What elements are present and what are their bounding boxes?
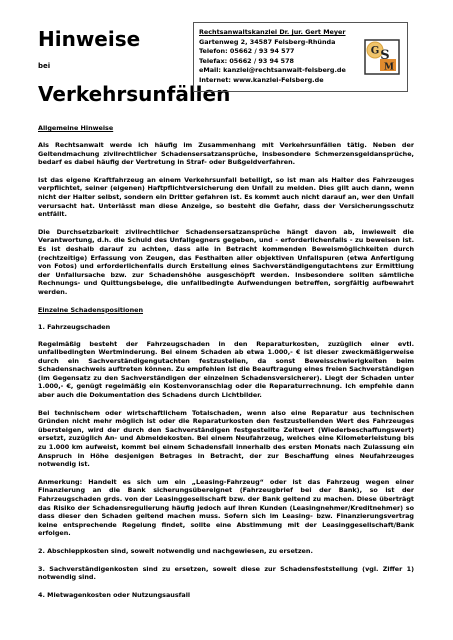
- item4-heading: 4. Mietwagenkosten oder Nutzungsausfall: [38, 590, 191, 599]
- document-title: Hinweise: [38, 27, 141, 51]
- item1-paragraph: Anmerkung: Handelt es sich um ein „Leasing-Fahrzeug“ oder ist das Fahrzeug wegen einer Finanzierung an die Bank sicherungsübereignet (Fahrzeugbrief bei der Bank), so ist der Fahrzeugschaden grds. von der Leasinggesellschaft bzw. der Bank geltend zu machen. Diese überträgt das Risiko der Schadensregulierung häufig jedoch auf ihren Kunden (Leasingnehmer/Kreditnehmer) so dass dieser den Schaden geltend machen muss. Sofern sich im Leasing- bzw. Finanzierungsvertrag keine entsprechende Regelung findet, sollte eine Abstimmung mit der Leasinggesellschaft/Bank erfolgen.: [38, 477, 414, 538]
- firm-fax: Telefax: 05662 / 93 94 578: [199, 56, 294, 65]
- document-body: [38, 124, 414, 608]
- item1-paragraph: Bei technischem oder wirtschaftlichem Totalschaden, wenn also eine Reparatur aus technischen Gründen nicht mehr möglich ist oder die Reparaturkosten den festzustellenden Wert des Fahrzeuges übersteigen, wird der durch den Sachverständigen festgestellte Zeitwert (Wiederbeschaffungswert) ersetzt, zuzüglich An- und Abmeldekosten. Bei einem Neufahrzeug, welches eine Kilometerleistung bis zu 1.000 km aufweist, kommt bei einem Schadensfall innerhalb des ersten Monats nach Zulassung ein Anspruch in Höhe desjenigen Betrages in Betracht, der zur Beschaffung eines Neufahrzeuges notwendig ist.: [38, 408, 414, 469]
- logo-letter-m: M: [384, 62, 394, 73]
- firm-name: Rechtsanwaltskanzlei Dr. jur. Gert Meyer: [199, 28, 346, 36]
- firm-internet: Internet: www.kanzlei-Felsberg.de: [199, 75, 324, 84]
- logo-letter-s: S: [380, 48, 390, 63]
- item1-paragraph: Regelmäßig besteht der Fahrzeugschaden in den Reparaturkosten, zuzüglich einer evtl. unfallbedingten Wertminderung. Bei einem Schaden ab etwa 1.000,- € ist dieser zweckmäßigerweise durch ein Sachverständigengutachten festzustellen, da sonst Beweisschwierigkeiten beim Schadensnachweis auftreten können. Zu empfehlen ist die Beauftragung eines freien Sachverständigen (im Gegensatz zu den Sachverständigen der einzelnen Schadensversicherer). Liegt der Schaden unter 1.000,- €, genügt regelmäßig ein Kostenvoranschlag oder die Reparaturrechnung. Ich empfehle dann aber auch die Dokumentation des Schadens durch Lichtbilder.: [38, 339, 414, 400]
- general-heading: Allgemeine Hinweise: [38, 124, 114, 132]
- item1-heading: 1. Fahrzeugschaden: [38, 322, 111, 331]
- firm-email: eMail: kanzlei@rechtsanwalt-felsberg.de: [199, 66, 346, 74]
- general-paragraph: Ist das eigene Kraftfahrzeug an einem Verkehrsunfall beteiligt, so ist man als Halter des Fahrzeuges verpflichtet, seiner (eigenen) Haftpflichtversicherung den Unfall zu melden. Dies gilt auch dann, wenn nicht der Halter selbst, sondern ein Dritter gefahren ist. Es kommt auch nicht darauf an, wer den Unfall verursacht hat. Unterlässt man diese Anzeige, so besteht die Gefahr, dass der Versicherungsschutz entfällt.: [38, 175, 414, 219]
- document-subtitle: Verkehrsunfällen: [38, 82, 231, 106]
- title-block: [38, 27, 231, 106]
- item3-paragraph: 3. Sachverständigenkosten sind zu ersetzen, soweit diese zur Schadensfeststellung (vgl. Ziffer 1) notwendig sind.: [38, 564, 414, 582]
- letterhead-contact-box: [193, 22, 408, 92]
- general-paragraph: Die Durchsetzbarkeit zivilrechtlicher Schadensersatzansprüche hängt davon ab, inwieweit die Verantwortung, d.h. die Schuld des Unfallgegners gegeben, und - erforderlichenfalls - zu beweisen ist. Es ist deshalb darauf zu achten, dass alle in Betracht kommenden Beweismöglichkeiten durch (rechtzeitige) Erfassung von Zeugen, das Festhalten aller objektiven Unfallspuren (etwa Anfertigung von Fotos) und erforderlichenfalls durch Erstellung eines Sachverständigengutachtens zur Ermittlung der Unfallursache bzw. zur Schadenshöhe ausgeschöpft werden. Insbesondere sollten sämtliche Rechnungs- und Quittungsbelege, die unfallbedingte Aufwendungen betreffen, sorgfältig aufbewahrt werden.: [38, 227, 414, 296]
- firm-address: Gartenweg 2, 34587 Felsberg-Rhünda: [199, 37, 336, 46]
- positions-heading: Einzelne Schadenspositionen: [38, 305, 144, 314]
- title-connector: bei: [38, 62, 51, 70]
- item2-paragraph: 2. Abschleppkosten sind, soweit notwendig und nachgewiesen, zu ersetzen.: [38, 546, 313, 555]
- firm-logo-icon: [362, 37, 402, 77]
- general-paragraph: Als Rechtsanwalt werde ich häufig im Zusammenhang mit Verkehrsunfällen tätig. Neben der Geltendmachung zivilrechtlicher Schadensersatzansprüche, insbesondere Schmerzensgeldansprüche, bedarf es dabei häufig der Vertretung in Straf- oder Bußgeldverfahren.: [38, 141, 414, 167]
- firm-phone: Telefon: 05662 / 93 94 577: [199, 47, 295, 55]
- logo-letter-g: G: [370, 45, 380, 57]
